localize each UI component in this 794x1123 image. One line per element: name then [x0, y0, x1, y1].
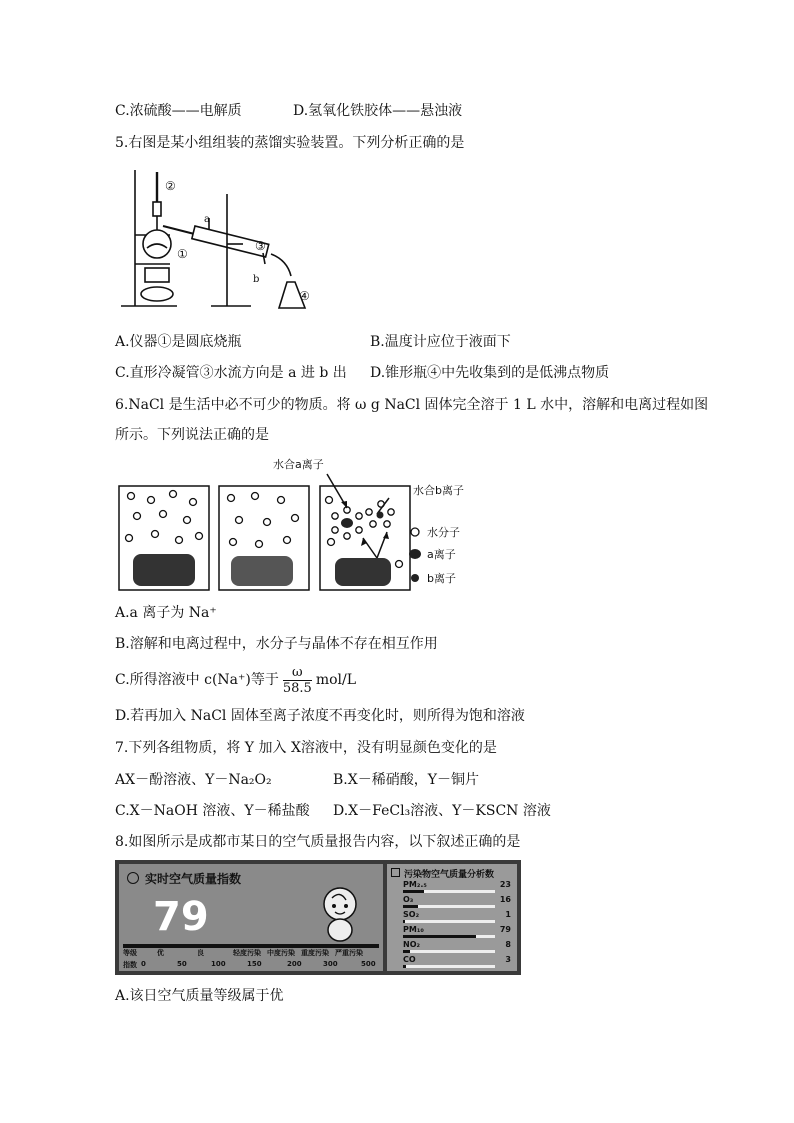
q5-option-c: C.直形冷凝管③水流方向是 a 进 b 出 [115, 365, 347, 381]
nacl-dissolution-figure [115, 452, 495, 594]
pollutant-row [403, 910, 511, 925]
fraction-denominator: 58.5 [282, 680, 312, 696]
q6-stem-line1: 6.NaCl 是生活中必不可少的物质。将 ω g NaCl 固体完全溶于 1 L 水中，溶解和电离过程如图 [115, 397, 709, 413]
label-3: ③ [255, 239, 266, 253]
label-4: ④ [299, 289, 310, 303]
pollutant-value: 16 [499, 895, 511, 904]
label-a: a [204, 214, 210, 225]
q5-option-d: D.锥形瓶④中先收集到的是低沸点物质 [370, 365, 610, 381]
pollutant-bar-track [403, 965, 495, 968]
pollutant-value: 3 [505, 955, 511, 964]
q6-option-c [115, 664, 356, 696]
pollutant-row [403, 940, 511, 955]
pollutant-bar-track [403, 890, 495, 893]
q6-stem-line2: 所示。下列说法正确的是 [115, 427, 269, 443]
label-2: ② [165, 179, 176, 193]
q7-option-b: B.X－稀硝酸，Y－铜片 [333, 772, 479, 788]
label-hydrated-a: 水合a离子 [273, 458, 324, 471]
pollutant-name: O₃ [403, 895, 414, 904]
aqi-block [119, 864, 383, 971]
q8-option-a: A.该日空气质量等级属于优 [115, 988, 284, 1004]
grade-moderate: 中度污染 [267, 949, 295, 957]
pollutant-bar-fill [403, 950, 410, 953]
q5-option-b: B.温度计应位于液面下 [370, 334, 511, 350]
distillation-apparatus-figure [115, 160, 325, 320]
aqi-title-text: 实时空气质量指数 [145, 872, 242, 886]
grade-good: 良 [197, 949, 204, 957]
pollutant-bar-fill [403, 905, 418, 908]
pollutant-list [403, 880, 511, 970]
q7-stem: 7.下列各组物质，将 Y 加入 X溶液中，没有明显颜色变化的是 [115, 740, 497, 756]
q7-option-a: AX－酚溶液、Y－Na₂O₂ [115, 772, 272, 788]
q4-option-d: D.氢氧化铁胶体——悬浊液 [293, 103, 463, 119]
unit: mol/L [315, 672, 357, 688]
q6-option-a: A.a 离子为 Na⁺ [115, 605, 217, 621]
pollutant-row [403, 880, 511, 895]
index-tick: 0 [141, 960, 146, 968]
pollutant-name: PM₁₀ [403, 925, 424, 934]
index-tick: 100 [211, 960, 226, 968]
aqi-value: 79 [153, 894, 209, 940]
pollutant-row [403, 955, 511, 970]
pollutant-block [387, 864, 517, 971]
legend-a-ion: a离子 [427, 548, 456, 561]
clock-icon [127, 872, 139, 884]
pollutant-row [403, 895, 511, 910]
grade-light: 轻度污染 [233, 949, 261, 957]
pollutant-bar-track [403, 950, 495, 953]
pollutant-title [391, 867, 494, 880]
label-1: ① [177, 247, 188, 261]
index-tick: 500 [361, 960, 376, 968]
pollutant-value: 79 [499, 925, 511, 934]
index-tick: 50 [177, 960, 187, 968]
index-tick: 150 [247, 960, 262, 968]
q5-option-a: A.仪器①是圆底烧瓶 [115, 334, 242, 350]
legend-water: 水分子 [427, 526, 460, 539]
mascot-icon [311, 882, 369, 944]
air-quality-panel [115, 860, 521, 975]
index-row [123, 960, 379, 970]
pollutant-bar-fill [403, 920, 405, 923]
pollutant-value: 8 [505, 940, 511, 949]
pollutant-row [403, 925, 511, 940]
grade-severe: 严重污染 [335, 949, 363, 957]
pollutant-bar-fill [403, 890, 424, 893]
pollutant-bar-fill [403, 935, 476, 938]
grade-excellent: 优 [157, 949, 164, 957]
pollutant-bar-track [403, 920, 495, 923]
label-b: b [253, 274, 260, 285]
q5-stem: 5.右图是某小组组装的蒸馏实验装置。下列分析正确的是 [115, 135, 465, 151]
list-icon [391, 868, 400, 877]
pollutant-value: 23 [499, 880, 511, 889]
pollutant-name: CO [403, 955, 416, 964]
fraction [283, 665, 312, 696]
q8-stem: 8.如图所示是成都市某日的空气质量报告内容，以下叙述正确的是 [115, 834, 521, 850]
aqi-title [127, 870, 241, 887]
grade-label: 等级 [123, 949, 137, 957]
pollutant-bar-track [403, 935, 495, 938]
q6-option-c-text: C.所得溶液中 c(Na⁺)等于 [115, 672, 279, 688]
label-hydrated-b: 水合b离子 [413, 484, 464, 497]
pollutant-name: SO₂ [403, 910, 420, 919]
q6-option-d: D.若再加入 NaCl 固体至离子浓度不再变化时，则所得为饱和溶液 [115, 708, 525, 724]
pollutant-bar-track [403, 905, 495, 908]
index-label: 指数 [123, 961, 137, 969]
grade-row [123, 948, 379, 958]
q6-option-b: B.溶解和电离过程中，水分子与晶体不存在相互作用 [115, 636, 438, 652]
index-tick: 300 [323, 960, 338, 968]
fraction-numerator: ω [292, 664, 303, 680]
pollutant-title-text: 污染物空气质量分析数 [404, 870, 495, 880]
q7-option-d: D.X－FeCl₃溶液、Y－KSCN 溶液 [333, 803, 551, 819]
q7-option-c: C.X－NaOH 溶液、Y－稀盐酸 [115, 803, 310, 819]
pollutant-value: 1 [505, 910, 511, 919]
pollutant-bar-fill [403, 965, 406, 968]
pollutant-name: PM₂.₅ [403, 880, 427, 889]
legend-b-ion: b离子 [427, 572, 456, 585]
q4-option-c: C.浓硫酸——电解质 [115, 103, 242, 119]
grade-heavy: 重度污染 [301, 949, 329, 957]
index-tick: 200 [287, 960, 302, 968]
pollutant-name: NO₂ [403, 940, 420, 949]
